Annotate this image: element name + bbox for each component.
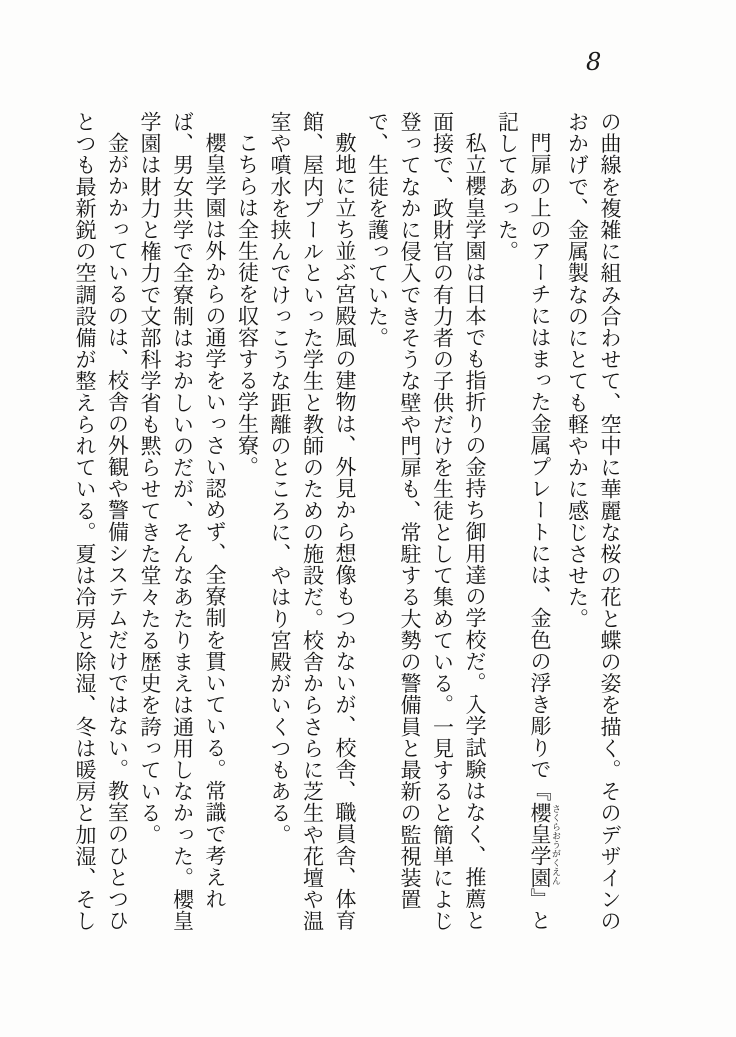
- paragraph: こちらは全生徒を収容する学生寮。: [235, 132, 260, 478]
- ruby-annotated-word: 櫻皇学園 さくらおうがくえん: [528, 801, 561, 889]
- paragraph: 櫻皇学園は外からの通学をいっさい認めず、全寮制を貫いている。常識で考えれば、男女共学で全寮制はおかしいのだが、そんなあたりまえは通用しなかった。櫻皇学園は財力と権力で文部科学省も黙らせてきた堂々たる歴史を誇っている。: [138, 111, 227, 932]
- paragraph: 私立櫻皇学園は日本でも指折りの金持ち御用達の学校だ。入学試験はなく、推薦と面接で、政財官の有力者の子供だけを生徒として集めている。一見すると簡単によじ登ってなかに侵入できそうな壁や門扉も、常駐する大勢の警備員と最新の監視装置で、生徒を護っていた。: [365, 111, 487, 932]
- paragraph: 金がかかっているのは、校舎の外観や警備システムだけではない。教室のひとつひとつも最新鋭の空調設備が整えられている。夏は冷房と除湿、冬は暖房と加湿、そし: [73, 111, 130, 932]
- paragraph: 門扉の上のアーチにはまった金属プレートには、金色の浮き彫りで『櫻皇学園 さくらおうがくえん』と記してあった。: [495, 111, 561, 932]
- paragraph: の曲線を複雑に組み合わせて、空中に華麗な桜の花と蝶の姿を描く。そのデザインのおかげで、金属製なのにとても軽やかに感じさせた。: [565, 111, 622, 932]
- furigana: さくらおうがくえん: [551, 801, 561, 889]
- body-text: [70, 111, 626, 941]
- page-number: 8: [586, 48, 602, 76]
- paragraph: 敷地に立ち並ぶ宮殿風の建物は、外見から想像もつかないが、校舎、職員舎、体育館、屋内プールといった学生と教師のための施設だ。校舎からさらに芝生や花壇や温室や噴水を挟んでけっこうな距離のところに、やはり宮殿がいくつもある。: [268, 111, 357, 932]
